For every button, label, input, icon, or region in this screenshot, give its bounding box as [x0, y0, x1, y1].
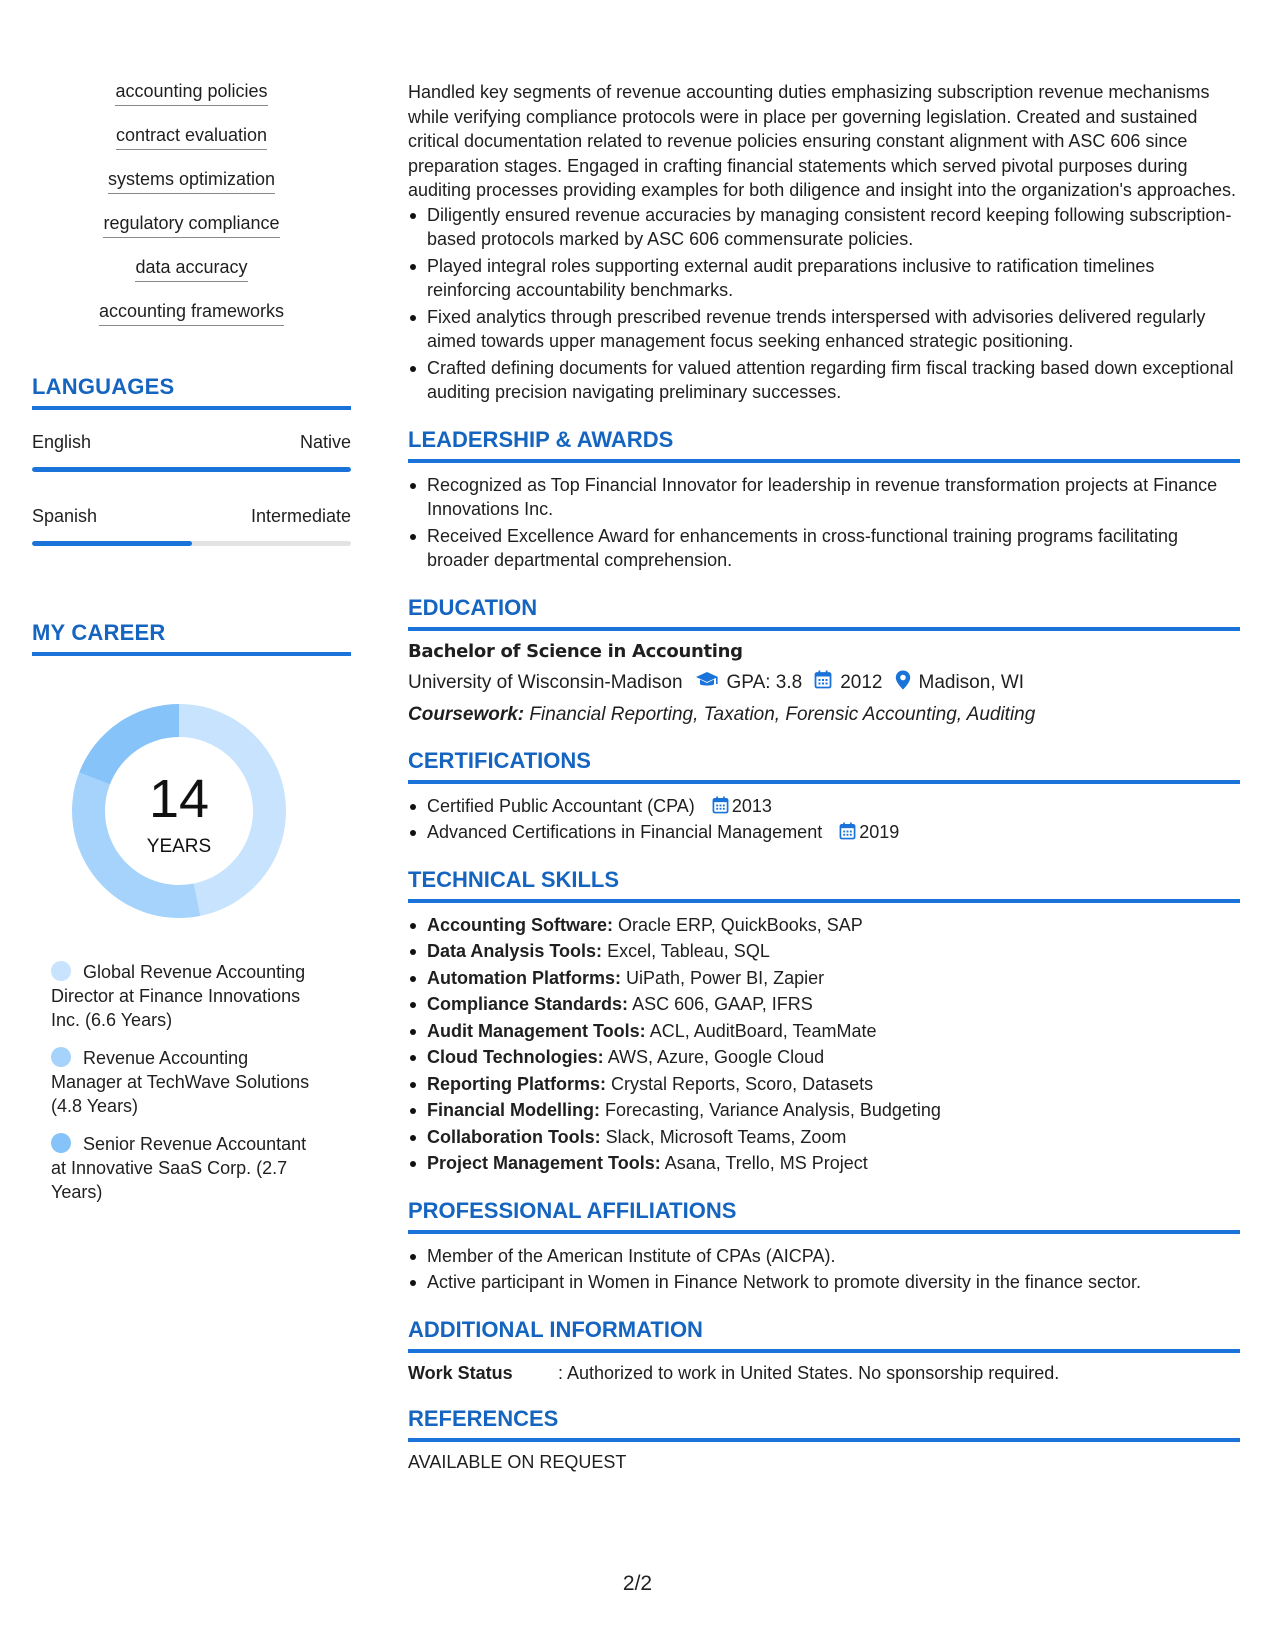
- list-item: Reporting Platforms: Crystal Reports, Scoro, Datasets: [408, 1072, 1240, 1097]
- legend-dot-icon: [51, 1047, 71, 1067]
- language-row: [32, 506, 351, 527]
- skills-list: [32, 80, 351, 326]
- language-row: [32, 432, 351, 453]
- education-school: University of Wisconsin-Madison: [408, 671, 683, 693]
- work-status-label: Work Status: [408, 1362, 513, 1383]
- coursework-label: Coursework:: [408, 703, 525, 725]
- education-degree: Bachelor of Science in Accounting: [408, 640, 743, 662]
- skill-tag: contract evaluation: [32, 124, 351, 150]
- career-heading: MY CAREER: [32, 620, 351, 656]
- language-proficiency-bar: [32, 467, 351, 472]
- page-number: 2/2: [622, 1572, 653, 1595]
- calendar-icon: [712, 796, 729, 814]
- language-name: English: [32, 432, 92, 452]
- education-location: Madison, WI: [918, 671, 1025, 693]
- calendar-icon: [839, 822, 856, 840]
- list-item: Received Excellence Award for enhancements in cross-functional training programs facilitating broader departmental comprehension.: [408, 524, 1240, 573]
- leadership-bullets: [408, 473, 1240, 573]
- certification-name: Advanced Certifications in Financial Management: [427, 822, 823, 842]
- list-item: Diligently ensured revenue accuracies by managing consistent record keeping following subscription-based protocols marked by ASC 606 commensurate policies.: [408, 203, 1240, 252]
- list-item: Project Management Tools: Asana, Trello, MS Project: [408, 1151, 1240, 1176]
- skill-tag: systems optimization: [32, 168, 351, 194]
- graduation-cap-icon: [695, 671, 719, 695]
- calendar-icon: [814, 670, 832, 695]
- right-column: [408, 80, 1240, 1473]
- left-column: [32, 80, 351, 1218]
- list-item: Data Analysis Tools: Excel, Tableau, SQL: [408, 939, 1240, 964]
- list-item: Active participant in Women in Finance Network to promote diversity in the finance sector.: [408, 1270, 1240, 1295]
- education-coursework: [408, 704, 1240, 726]
- career-legend: [51, 960, 321, 1204]
- list-item: Audit Management Tools: ACL, AuditBoard, TeamMate: [408, 1019, 1240, 1044]
- additional-info-heading: ADDITIONAL INFORMATION: [408, 1317, 1240, 1353]
- skill-tag: accounting frameworks: [32, 300, 351, 326]
- career-legend-item: Senior Revenue Accountant at Innovative SaaS Corp. (2.7 Years): [51, 1134, 307, 1202]
- coursework-list: Financial Reporting, Taxation, Forensic Accounting, Auditing: [529, 703, 1036, 725]
- technical-skills-list: [408, 913, 1240, 1176]
- skill-tag: accounting policies: [32, 80, 351, 106]
- list-item: Member of the American Institute of CPAs (AICPA).: [408, 1244, 1240, 1269]
- location-pin-icon: [895, 670, 911, 696]
- legend-dot-icon: [51, 961, 71, 981]
- list-item: [408, 820, 1240, 845]
- career-legend-item: Global Revenue Accounting Director at Finance Innovations Inc. (6.6 Years): [51, 962, 306, 1030]
- affiliations-heading: PROFESSIONAL AFFILIATIONS: [408, 1198, 1240, 1234]
- career-years-label: YEARS: [146, 836, 212, 857]
- technical-skills-heading: TECHNICAL SKILLS: [408, 867, 1240, 903]
- experience-bullets: [408, 203, 1240, 405]
- list-item: Crafted defining documents for valued attention regarding firm fiscal tracking based down exceptional auditing precision navigating preliminary successes.: [408, 356, 1240, 405]
- career-total-years: 14: [148, 769, 210, 829]
- list-item: Automation Platforms: UiPath, Power BI, Zapier: [408, 966, 1240, 991]
- education-details: [408, 670, 1240, 696]
- certification-year: 2013: [712, 796, 772, 816]
- list-item: Collaboration Tools: Slack, Microsoft Teams, Zoom: [408, 1125, 1240, 1150]
- legend-dot-icon: [51, 1133, 71, 1153]
- language-proficiency-bar: [32, 541, 351, 546]
- list-item: Compliance Standards: ASC 606, GAAP, IFRS: [408, 992, 1240, 1017]
- education-heading: EDUCATION: [408, 595, 1240, 631]
- education-gpa: GPA: 3.8: [726, 671, 803, 693]
- work-status-row: [408, 1363, 1240, 1384]
- list-item: Accounting Software: Oracle ERP, QuickBooks, SAP: [408, 913, 1240, 938]
- references-heading: REFERENCES: [408, 1406, 1240, 1442]
- certifications-list: [408, 794, 1240, 845]
- list-item: Cloud Technologies: AWS, Azure, Google Cloud: [408, 1045, 1240, 1070]
- skill-tag: data accuracy: [32, 256, 351, 282]
- experience-summary: Handled key segments of revenue accounting duties emphasizing subscription revenue mechanisms while verifying compliance protocols were in place per governing legislation. Created and sustained critical documentation related to revenue policies ensuring constant alignment with ASC 606 since preparation stages. Engaged in crafting financial statements which served pivotal purposes during auditing processes providing examples for both diligence and insight into the organization's approaches.: [408, 82, 1236, 200]
- language-level: Native: [299, 432, 351, 452]
- languages-heading: LANGUAGES: [32, 374, 351, 410]
- language-proficiency-fill: [32, 541, 192, 546]
- certifications-heading: CERTIFICATIONS: [408, 748, 1240, 784]
- list-item: Played integral roles supporting external audit preparations inclusive to ratification timelines reinforcing accountability benchmarks.: [408, 254, 1240, 303]
- leadership-heading: LEADERSHIP & AWARDS: [408, 427, 1240, 463]
- list-item: Fixed analytics through prescribed revenue trends interspersed with advisories delivered regularly aimed towards upper management focus seeking enhanced strategic positioning.: [408, 305, 1240, 354]
- career-donut-chart: [64, 696, 294, 926]
- education-year: 2012: [840, 671, 883, 693]
- language-proficiency-fill: [32, 467, 351, 472]
- list-item: Financial Modelling: Forecasting, Variance Analysis, Budgeting: [408, 1098, 1240, 1123]
- affiliations-list: [408, 1244, 1240, 1295]
- certification-name: Certified Public Accountant (CPA): [427, 795, 695, 816]
- list-item: Recognized as Top Financial Innovator for leadership in revenue transformation projects at Finance Innovations Inc.: [408, 473, 1240, 522]
- career-section: [32, 620, 351, 1204]
- language-level: Intermediate: [250, 506, 351, 526]
- certification-year: 2019: [839, 822, 899, 842]
- list-item: [408, 794, 1240, 819]
- references-text: AVAILABLE ON REQUEST: [408, 1451, 627, 1472]
- career-legend-item: Revenue Accounting Manager at TechWave Solutions (4.8 Years): [51, 1048, 310, 1116]
- language-name: Spanish: [32, 506, 98, 526]
- skill-tag: regulatory compliance: [32, 212, 351, 238]
- languages-section: [32, 374, 351, 546]
- work-status-value: : Authorized to work in United States. No sponsorship required.: [558, 1362, 1060, 1383]
